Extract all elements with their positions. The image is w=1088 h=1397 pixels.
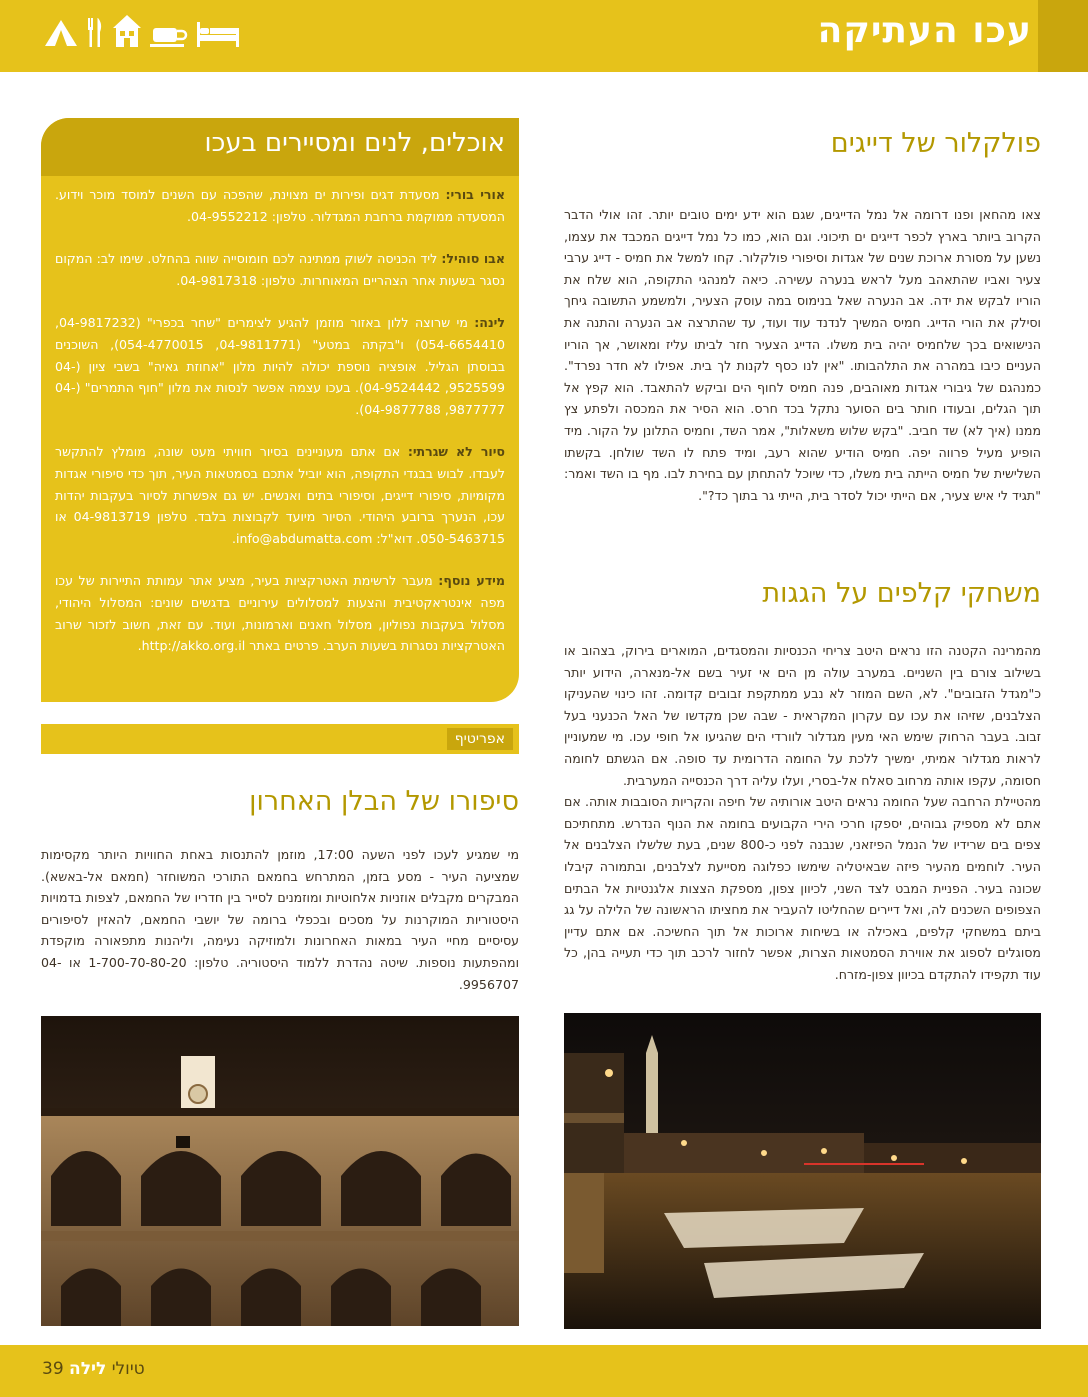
article-bathhouse	[41, 786, 519, 817]
page-number	[42, 1359, 145, 1379]
sidebar-entry	[55, 184, 505, 227]
article-title: סיפורו של הבלן האחרון	[249, 786, 519, 817]
sidebar-entry	[55, 312, 505, 420]
footer-brand: לילה	[69, 1359, 107, 1379]
entry-text: מסעדת דגים ופירות ים מצוינת, שהפכה עם השנים למוסד מוכר וידוע. המסעדה ממוקמת ברחבת המגדלור. טלפון: 04-9552212.	[55, 187, 505, 224]
category-icons	[44, 14, 240, 48]
aperitif-tag: אפריטיף	[447, 728, 513, 750]
article-paragraph: מהמרינה הקטנה הזו נראים היטב צריחי הכנסיות והמסגדים, המוארים בירוק, בצהוב או בשילוב צורם בין השניים. במערב עולה מן הים אי זעיר בשם אל-מנארה, הידוע יותר כ"מגדל הזבובים". לא, השם המוזר לא נבע ממתקפת זבובים קדומה. זהו כינוי שהעניקו הצלבנים, שזיהו את עכו עם עקרון המקראית - שבה שכן מקדשו של האל הכנעני בעל זבוב. בעבר הרחוק שימש האי מעין מגדלור לוורדי הים שהגיעו אל חופי עכו. מי שמעוניין לראות מגדלור אמיתי, ימשיך ללכת על החומה הדרומית עד סופה. אם הגשתם לחומה חסומה, עקפו אותה מרחוב סאלח אל-בסרי, ועלו עליה דרך הכנסייה המערבית.	[564, 643, 1041, 788]
footer-page: 39	[42, 1359, 64, 1379]
sidebar-entry	[55, 248, 505, 291]
entry-text: מי שרוצה ללון באזור מוזמן להגיע לצימרים "שחר בכפרי" (04-9817232, 054-6654410) ו"בקתה במטע" (04-9811771, 054-4770015), השוכנים בבוסתן הגליל. אופציה נוספת יכולה להיות מלון "אחוזת גאיה" בשבי ציון (04-9525599, 04-9524442). בעכו עצמה אפשר לנסות את מלון "חוף התמרים" (04-9877777, 04-9877788).	[55, 315, 505, 417]
entry-label: מידע נוסף:	[438, 573, 505, 589]
article-folklore	[564, 128, 1041, 159]
sidebar-entry	[55, 441, 505, 549]
article-paragraph: צאו מהחאן ופנו דרומה אל נמל הדייגים, שגם הוא ידע ימים טובים יותר. זהו אולי הדבר הקרוב ביותר בארץ לכפר דייגים ים תיכוני. וגם הוא, כמו כל נמל דייגים המכבד את עצמו, נשען על מסורת ארוכת שנים של אגדות וסיפורי פולקלור. קחו למשל את חמיס - דייג ערבי צעיר ואביו שהתאהב מעל לראש בנערה עשירה. כיאה למנהגי התקופה, הוא שלח את הוריו לבקש את ידה. אב הנערה שאל בנימוס במה עוסק הצעיר, ולמשמע התשובה גיחך וסילק את הורי הדייג. חמיס המשיך לנדנד עוד ועוד, עד שהתרצה אב הנערה והתנה את הנישואים בכך שלחמיס יהיה בית משלו. הדייג הצעיר חזר לביתו עליז ומאושר, אך הוריו העניים כיבו במהרה את התלהבותו. "אין לנו כסף לקנות לך בית. אפילו לא חדר נפרד". כמנהגם של גיבורי אגדות מאוהבים, פנה חמיס לחוף הים וביקש להתאבד. הוא קפץ אל תוך הגלים, ובעודו חותר בים הסוער נתקל בכד חרס. הוא הסיר את המכסה ולפתע צץ ממנו (איך לא) שד חביב. "בקש שלוש משאלות", אמר השד, וחמיס התלונן על הקור. מיד הופיע מעיל פרווה יפה. חמיס הודיע שהוא רעב, ומיד פתח לו השד שולחן. בקשתו השלישית של חמיס הייתה בית משלו, כדי שיוכל להתחתן עם בחירת לבו. מף בו השד ואמר: "תגיד לי איש צעיר, אם הייתי יכול לסדר בית, הייתי גר בתוך כד?".	[564, 207, 1041, 503]
article-bathhouse-body	[41, 844, 519, 995]
sidebar-body	[55, 184, 505, 678]
article-paragraph: מי שמגיע לעכו לפני השעה 17:00, מוזמן להתנסות באחת החוויות היותר מקסימות שמציעה העיר - מסע בזמן, המתרחש בחמאם התורכי המשוחזר (חמאם אל-באשא). המבקרים מקבלים אוזניות אלחוטיות ומוזמנים לסייר בין חדריו של החמאם, לצפות בדמויות היסטוריות המוקרנות על מסכים ובכפלי ברומה של יושבי החמאם, להאזין לסיפורים עסיסיים מחיי העיר במאות האחרונות ולמוזיקה נעימה, וליהנות מתפאורה מוקפדת ומהפתעות נוספות. שיטה נהדרת ללמוד היסטוריה. טלפון: 1-700-70-80-20 או 04-9956707.	[41, 847, 520, 992]
sidebar-header	[41, 118, 519, 176]
entry-label: אבו סוהיל:	[441, 251, 505, 267]
house-icon	[112, 14, 142, 48]
article-rooftops-body	[564, 640, 1041, 986]
page-title: עכו העתיקה	[817, 10, 1032, 51]
sidebar-title: אוכלים, לנים ומסיירים בעכו	[204, 128, 505, 158]
entry-text: מעבר לרשימת האטרקציות בעיר, מציע אתר עמותת התיירות של עכו מפה אינטראקטיבית והצעות למסלולים עירוניים בדגשים שונים: המסלול היהודי, מסלול בעקבות נפוליון, מסלול חאנים וארמונות, ועוד. עם זאת, חשוב לזכור שרוב האטרקציות נסגרות בשעות הערב. פרטים באתר http://akko.org.il.	[55, 573, 505, 654]
top-banner	[0, 0, 1088, 72]
bed-icon	[196, 20, 240, 48]
footer-prefix: טיולי	[111, 1359, 145, 1379]
entry-label: לינה:	[474, 315, 505, 331]
tent-icon	[44, 18, 78, 48]
article-paragraph: מהטיילת הרחבה שעל החומה נראים היטב אורותיה של חיפה והקריות הסובבות אותה. אם אתם לא מספיק גבוהים, יספקו חרכי הירי הקבועים בחומה את הנוף הנדרש. מתחתיכם צפים בים שרידיו של הנמל הפיזאני, שנבנה לפני כ-800 שנים, בעת שלשלו הצלבנים אל העיר. לוחמים מהעיר פיזה שבאיטליה שימשו כפלוגה מסייעת לצלבנים, ובתמורה קיבלו שכונה בעיר. הפניית המבט לצד השני, לכיוון צפון, מספקת הצצות אלגנטיות אל הבתים הצפופים השכנים לה, ואל דיירים שהחליטו להעביר את מחציתו הראשונה של הלילה על גג ביתם במשחקי קלפים, באכילה או בשיחות ארוכות אל תוך החשיכה. אם אתם עדיין מסוגלים לספוג את אווירת הסמטאות הצרות, אפשר לחזור לרכב תוך כדי תעייה בהן, כל עוד תקפידו להתקדם בכיוון צפון-מזרח.	[564, 794, 1041, 982]
banner-tab	[1038, 0, 1088, 72]
footer-bar	[0, 1345, 1088, 1397]
aperitif-strip	[41, 724, 519, 754]
entry-text: אם אתם מעוניינים בסיור חוויתי מעט שונה, מומלץ להתקשר לעבדו. לבוש בבגדי התקופה, הוא יוביל אתכם בסמטאות העיר, תוך כדי סיפורי אגדות מקומיות, סיפורי דייגים, וסיפורי בתים ואנשים. יש גם אפשרות לסיור בעקבות יהדות עכו, הנערך ברובע היהודי. הסיור מיועד לקבוצות בלבד. טלפון 04-9813719 או 050-5463715. דוא"ל: info@abdumatta.com.	[55, 444, 505, 546]
entry-text: ליד הכניסה לשוק ממתינה לכם חומוסייה שווה בהחלט. שימו לב: המקום נסגר בשעות אחר הצהריים המאוחרות. טלפון: 04-9817318.	[55, 251, 505, 288]
info-sidebar	[41, 118, 519, 702]
article-folklore-body	[564, 204, 1041, 506]
photo-marina	[564, 1013, 1041, 1329]
marina-image	[564, 1013, 1041, 1329]
article-title: משחקי קלפים על הגגות	[762, 578, 1041, 609]
cutlery-icon	[86, 16, 104, 48]
article-rooftops	[564, 578, 1041, 609]
photo-clock-tower	[41, 1016, 519, 1326]
clock-tower-image	[41, 1016, 519, 1326]
entry-label: סיור לא שגרתי:	[407, 444, 505, 460]
entry-label: אורי בורי:	[445, 187, 505, 202]
article-title: פולקלור של דייגים	[830, 128, 1041, 159]
coffee-cup-icon	[150, 26, 188, 48]
sidebar-entry	[55, 570, 505, 656]
